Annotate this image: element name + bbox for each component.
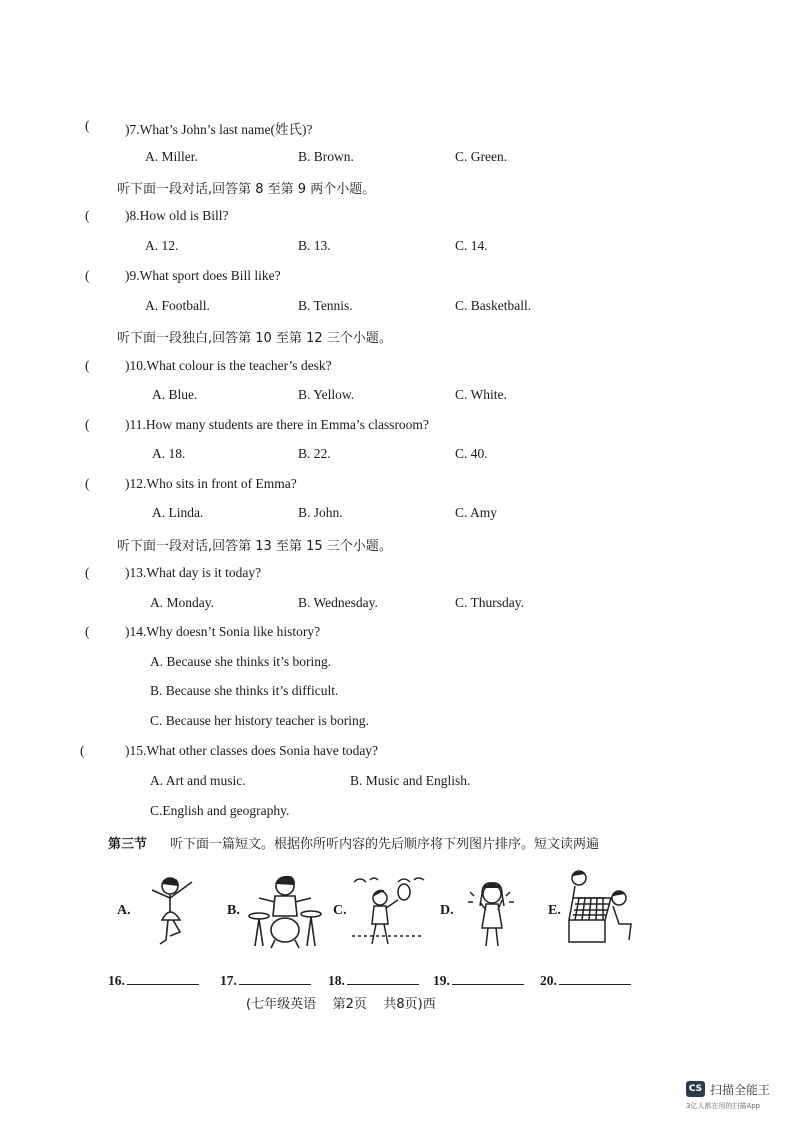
blank-line bbox=[239, 972, 311, 985]
tennis-player-picture bbox=[348, 872, 428, 950]
picture-label-d: D. bbox=[440, 903, 454, 918]
question-text: Who sits in front of Emma? bbox=[146, 476, 297, 491]
option-c: C.English and geography. bbox=[150, 803, 290, 818]
option-b: B. Wednesday. bbox=[298, 595, 378, 610]
question-number: )9. bbox=[125, 268, 140, 283]
question-14 bbox=[125, 624, 320, 640]
question-11 bbox=[125, 417, 429, 433]
blank-number: 18. bbox=[328, 973, 345, 988]
blank-line bbox=[452, 972, 524, 985]
blank-number: 17. bbox=[220, 973, 237, 988]
question-13 bbox=[125, 565, 261, 581]
answer-paren-open: ( bbox=[85, 208, 90, 223]
picture-label-a: A. bbox=[117, 903, 131, 918]
picture-label-c: C. bbox=[333, 903, 347, 918]
scanner-app-name: 扫描全能王 bbox=[710, 1083, 771, 1097]
option-c: C. Because her history teacher is boring. bbox=[150, 713, 369, 728]
question-8 bbox=[125, 208, 229, 224]
instruction-q8-9: 听下面一段对话,回答第 8 至第 9 两个小题。 bbox=[117, 182, 376, 197]
blank-number: 20. bbox=[540, 973, 557, 988]
option-c: C. Green. bbox=[455, 149, 508, 164]
question-text: Why doesn’t Sonia like history? bbox=[146, 624, 321, 639]
question-12 bbox=[125, 476, 297, 492]
answer-paren-open: ( bbox=[85, 565, 90, 580]
option-a: A. Blue. bbox=[152, 387, 198, 402]
drummer-boy-picture bbox=[245, 872, 325, 950]
answer-blank-17[interactable] bbox=[220, 972, 311, 989]
singing-girl-picture bbox=[462, 872, 522, 950]
option-a: A. Monday. bbox=[150, 595, 214, 610]
question-number: )14. bbox=[125, 624, 147, 639]
question-15 bbox=[125, 743, 378, 759]
option-c: C. White. bbox=[455, 387, 507, 402]
question-text: What day is it today? bbox=[146, 565, 262, 580]
answer-paren-open: ( bbox=[80, 743, 85, 758]
option-b: B. Because she thinks it’s difficult. bbox=[150, 683, 339, 698]
instruction-q10-12: 听下面一段独白,回答第 10 至第 12 三个小题。 bbox=[117, 331, 392, 346]
instruction-q13-15: 听下面一段对话,回答第 13 至第 15 三个小题。 bbox=[117, 539, 392, 554]
question-text: What’s John’s last name(姓氏)? bbox=[139, 122, 313, 137]
question-number: )11. bbox=[125, 417, 146, 432]
question-number: )15. bbox=[125, 743, 147, 758]
question-7 bbox=[125, 118, 312, 138]
blank-line bbox=[127, 972, 199, 985]
option-a: A. Football. bbox=[145, 298, 210, 313]
answer-paren-open: ( bbox=[85, 476, 90, 491]
blank-number: 16. bbox=[108, 973, 125, 988]
option-b: B. 13. bbox=[298, 238, 331, 253]
camscanner-logo-icon: CS bbox=[686, 1081, 705, 1097]
option-a: A. Linda. bbox=[152, 505, 204, 520]
page-footer: (七年级英语 第2页 共8页)西 bbox=[246, 997, 436, 1012]
option-b: B. Tennis. bbox=[298, 298, 353, 313]
question-number: )7. bbox=[125, 122, 140, 137]
answer-blank-16[interactable] bbox=[108, 972, 199, 989]
option-a: A. Because she thinks it’s boring. bbox=[150, 654, 332, 669]
question-number: )10. bbox=[125, 358, 147, 373]
answer-paren-open: ( bbox=[85, 118, 90, 133]
option-c: C. Amy bbox=[455, 505, 498, 520]
question-number: )8. bbox=[125, 208, 140, 223]
question-9 bbox=[125, 268, 281, 284]
scanner-tagline: 3亿人都在用的扫描App bbox=[686, 1102, 761, 1110]
option-b: B. 22. bbox=[298, 446, 331, 461]
picture-label-e: E. bbox=[548, 903, 561, 918]
question-text: How old is Bill? bbox=[139, 208, 229, 223]
option-a: A. Miller. bbox=[145, 149, 198, 164]
answer-paren-open: ( bbox=[85, 624, 90, 639]
chess-players-picture bbox=[565, 868, 637, 950]
option-b: B. Brown. bbox=[298, 149, 354, 164]
option-c: C. Thursday. bbox=[455, 595, 524, 610]
picture-label-b: B. bbox=[227, 903, 240, 918]
blank-number: 19. bbox=[433, 973, 450, 988]
option-a: A. 12. bbox=[145, 238, 179, 253]
option-b: B. John. bbox=[298, 505, 343, 520]
dancing-girl-picture bbox=[140, 872, 210, 950]
answer-paren-open: ( bbox=[85, 268, 90, 283]
blank-line bbox=[559, 972, 631, 985]
answer-blank-20[interactable] bbox=[540, 972, 631, 989]
question-10 bbox=[125, 358, 332, 374]
question-text: What colour is the teacher’s desk? bbox=[146, 358, 332, 373]
question-text: What other classes does Sonia have today? bbox=[146, 743, 379, 758]
section-label: 第三节 bbox=[108, 837, 148, 852]
question-number: )12. bbox=[125, 476, 147, 491]
option-a: A. 18. bbox=[152, 446, 186, 461]
question-text: What sport does Bill like? bbox=[139, 268, 281, 283]
answer-blank-18[interactable] bbox=[328, 972, 419, 989]
option-c: C. 14. bbox=[455, 238, 488, 253]
answer-paren-open: ( bbox=[85, 358, 90, 373]
question-number: )13. bbox=[125, 565, 147, 580]
section-instruction: 听下面一篇短文。根据你所听内容的先后顺序将下列图片排序。短文读两遍 bbox=[170, 837, 600, 852]
answer-blank-19[interactable] bbox=[433, 972, 524, 989]
blank-line bbox=[347, 972, 419, 985]
answer-paren-open: ( bbox=[85, 417, 90, 432]
option-b: B. Music and English. bbox=[350, 773, 471, 788]
option-b: B. Yellow. bbox=[298, 387, 355, 402]
option-a: A. Art and music. bbox=[150, 773, 246, 788]
option-c: C. 40. bbox=[455, 446, 488, 461]
option-c: C. Basketball. bbox=[455, 298, 532, 313]
question-text: How many students are there in Emma’s classroom? bbox=[145, 417, 429, 432]
